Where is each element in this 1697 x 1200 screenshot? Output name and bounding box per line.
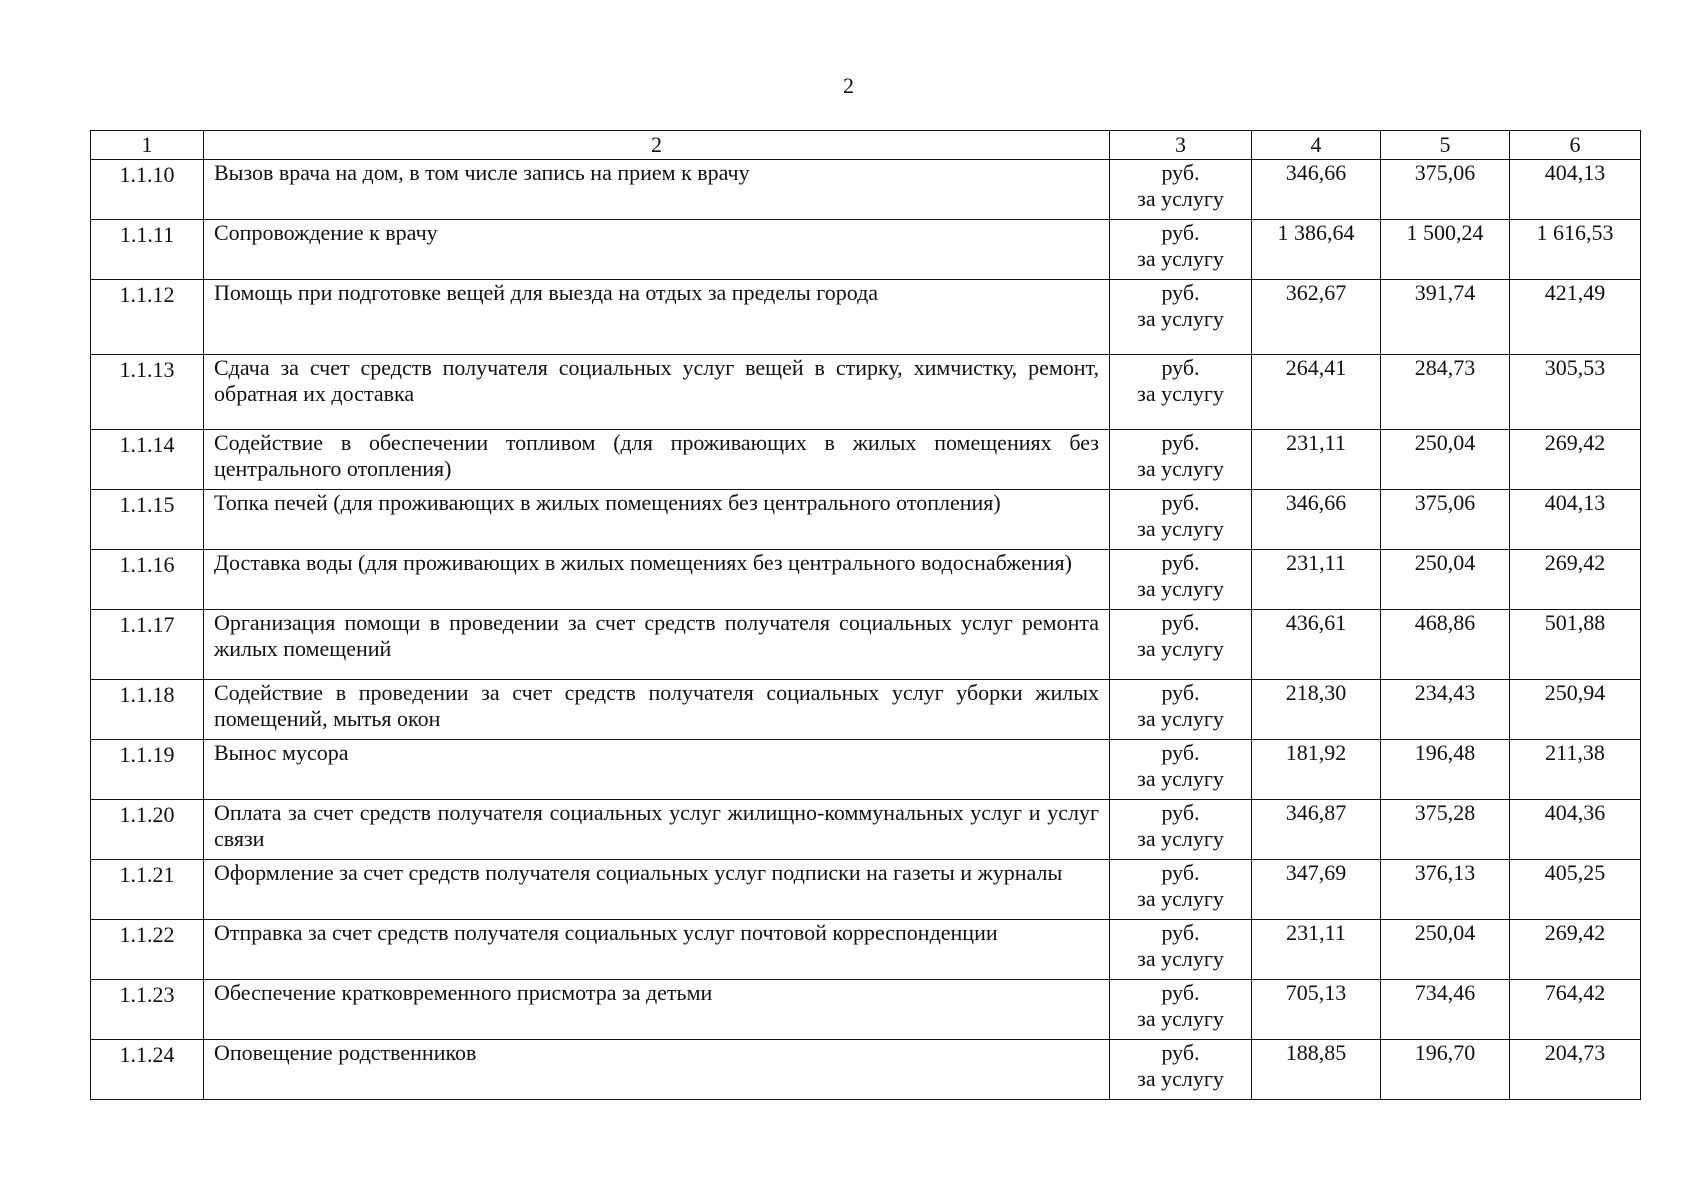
- price-cell-col4: 362,67: [1252, 280, 1381, 355]
- price-cell-col4: 347,69: [1252, 860, 1381, 920]
- header-cell: 6: [1510, 131, 1641, 160]
- price-cell-col4: 218,30: [1252, 680, 1381, 740]
- unit-per-service: за услугу: [1137, 636, 1224, 661]
- price-cell-col5: 284,73: [1381, 355, 1510, 430]
- service-code-cell: 1.1.15: [91, 490, 204, 550]
- price-cell-col4: 188,85: [1252, 1040, 1381, 1100]
- table-row: [91, 490, 1641, 550]
- table-row: [91, 280, 1641, 355]
- unit-currency: руб.: [1161, 680, 1200, 705]
- unit-currency: руб.: [1161, 860, 1200, 885]
- service-name-cell: Сдача за счет средств получателя социальных услуг вещей в стирку, химчистку, ремонт, обратная их доставка: [204, 355, 1110, 430]
- unit-currency: руб.: [1161, 220, 1200, 245]
- unit-per-service: за услугу: [1137, 1066, 1224, 1091]
- price-cell-col4: 231,11: [1252, 430, 1381, 490]
- page-number: 2: [843, 73, 854, 98]
- price-cell-col6: 404,36: [1510, 800, 1641, 860]
- unit-cell: [1110, 490, 1252, 550]
- service-name-cell: Топка печей (для проживающих в жилых помещениях без центрального отопления): [204, 490, 1110, 550]
- unit-per-service: за услугу: [1137, 186, 1224, 211]
- unit-cell: [1110, 920, 1252, 980]
- price-cell-col5: 391,74: [1381, 280, 1510, 355]
- unit-cell: [1110, 160, 1252, 220]
- table-row: [91, 920, 1641, 980]
- price-cell-col5: 734,46: [1381, 980, 1510, 1040]
- header-cell: 2: [204, 131, 1110, 160]
- table-row: [91, 860, 1641, 920]
- service-name-cell: Содействие в проведении за счет средств получателя социальных услуг уборки жилых помещений, мытья окон: [204, 680, 1110, 740]
- unit-currency: руб.: [1161, 490, 1200, 515]
- unit-currency: руб.: [1161, 800, 1200, 825]
- table-row: [91, 220, 1641, 280]
- service-name-cell: Помощь при подготовке вещей для выезда на отдых за пределы города: [204, 280, 1110, 355]
- unit-cell: [1110, 280, 1252, 355]
- unit-cell: [1110, 860, 1252, 920]
- service-code-cell: 1.1.21: [91, 860, 204, 920]
- price-cell-col5: 376,13: [1381, 860, 1510, 920]
- price-cell-col5: 250,04: [1381, 550, 1510, 610]
- unit-cell: [1110, 550, 1252, 610]
- unit-per-service: за услугу: [1137, 246, 1224, 271]
- price-cell-col4: 1 386,64: [1252, 220, 1381, 280]
- unit-currency: руб.: [1161, 980, 1200, 1005]
- unit-per-service: за услугу: [1137, 381, 1224, 406]
- price-cell-col6: 764,42: [1510, 980, 1641, 1040]
- price-cell-col5: 375,06: [1381, 160, 1510, 220]
- tariff-table-body: [91, 131, 1641, 1100]
- table-header-row: [91, 131, 1641, 160]
- unit-per-service: за услугу: [1137, 766, 1224, 791]
- service-code-cell: 1.1.11: [91, 220, 204, 280]
- price-cell-col6: 211,38: [1510, 740, 1641, 800]
- tariff-table: [90, 130, 1641, 1100]
- service-name-cell: Организация помощи в проведении за счет средств получателя социальных услуг ремонта жилых помещений: [204, 610, 1110, 680]
- price-cell-col5: 1 500,24: [1381, 220, 1510, 280]
- table-row: [91, 550, 1641, 610]
- service-code-cell: 1.1.12: [91, 280, 204, 355]
- unit-per-service: за услугу: [1137, 1006, 1224, 1031]
- unit-per-service: за услугу: [1137, 706, 1224, 731]
- unit-currency: руб.: [1161, 430, 1200, 455]
- unit-currency: руб.: [1161, 920, 1200, 945]
- price-cell-col5: 250,04: [1381, 920, 1510, 980]
- unit-cell: [1110, 680, 1252, 740]
- header-cell: 3: [1110, 131, 1252, 160]
- price-cell-col4: 346,66: [1252, 160, 1381, 220]
- unit-currency: руб.: [1161, 160, 1200, 185]
- price-cell-col6: 305,53: [1510, 355, 1641, 430]
- unit-currency: руб.: [1161, 740, 1200, 765]
- price-cell-col6: 269,42: [1510, 550, 1641, 610]
- price-cell-col4: 705,13: [1252, 980, 1381, 1040]
- header-cell: 1: [91, 131, 204, 160]
- service-name-cell: Содействие в обеспечении топливом (для проживающих в жилых помещениях без центрального отопления): [204, 430, 1110, 490]
- table-row: [91, 610, 1641, 680]
- price-cell-col4: 346,87: [1252, 800, 1381, 860]
- unit-per-service: за услугу: [1137, 306, 1224, 331]
- unit-cell: [1110, 355, 1252, 430]
- table-row: [91, 355, 1641, 430]
- price-cell-col4: 181,92: [1252, 740, 1381, 800]
- service-code-cell: 1.1.13: [91, 355, 204, 430]
- unit-currency: руб.: [1161, 355, 1200, 380]
- service-name-cell: Оформление за счет средств получателя социальных услуг подписки на газеты и журналы: [204, 860, 1110, 920]
- table-row: [91, 1040, 1641, 1100]
- unit-cell: [1110, 980, 1252, 1040]
- price-cell-col5: 234,43: [1381, 680, 1510, 740]
- unit-cell: [1110, 800, 1252, 860]
- price-cell-col4: 264,41: [1252, 355, 1381, 430]
- price-cell-col6: 269,42: [1510, 920, 1641, 980]
- table-row: [91, 160, 1641, 220]
- table-row: [91, 740, 1641, 800]
- unit-per-service: за услугу: [1137, 576, 1224, 601]
- price-cell-col6: 404,13: [1510, 490, 1641, 550]
- price-cell-col6: 405,25: [1510, 860, 1641, 920]
- service-name-cell: Обеспечение кратковременного присмотра за детьми: [204, 980, 1110, 1040]
- price-cell-col5: 250,04: [1381, 430, 1510, 490]
- service-name-cell: Отправка за счет средств получателя социальных услуг почтовой корреспонденции: [204, 920, 1110, 980]
- price-cell-col5: 196,48: [1381, 740, 1510, 800]
- price-cell-col4: 231,11: [1252, 920, 1381, 980]
- service-code-cell: 1.1.23: [91, 980, 204, 1040]
- service-code-cell: 1.1.17: [91, 610, 204, 680]
- service-name-cell: Сопровождение к врачу: [204, 220, 1110, 280]
- service-code-cell: 1.1.20: [91, 800, 204, 860]
- price-cell-col6: 250,94: [1510, 680, 1641, 740]
- unit-per-service: за услугу: [1137, 456, 1224, 481]
- price-cell-col5: 196,70: [1381, 1040, 1510, 1100]
- unit-currency: руб.: [1161, 550, 1200, 575]
- service-name-cell: Вынос мусора: [204, 740, 1110, 800]
- unit-per-service: за услугу: [1137, 826, 1224, 851]
- unit-cell: [1110, 430, 1252, 490]
- service-code-cell: 1.1.24: [91, 1040, 204, 1100]
- service-name-cell: Оплата за счет средств получателя социальных услуг жилищно-коммунальных услуг и услуг связи: [204, 800, 1110, 860]
- service-code-cell: 1.1.22: [91, 920, 204, 980]
- service-code-cell: 1.1.18: [91, 680, 204, 740]
- price-cell-col6: 501,88: [1510, 610, 1641, 680]
- header-cell: 5: [1381, 131, 1510, 160]
- table-row: [91, 430, 1641, 490]
- unit-per-service: за услугу: [1137, 516, 1224, 541]
- unit-cell: [1110, 610, 1252, 680]
- service-code-cell: 1.1.10: [91, 160, 204, 220]
- price-cell-col6: 204,73: [1510, 1040, 1641, 1100]
- service-name-cell: Доставка воды (для проживающих в жилых помещениях без центрального водоснабжения): [204, 550, 1110, 610]
- price-cell-col6: 404,13: [1510, 160, 1641, 220]
- header-cell: 4: [1252, 131, 1381, 160]
- unit-currency: руб.: [1161, 610, 1200, 635]
- price-cell-col6: 421,49: [1510, 280, 1641, 355]
- price-cell-col5: 375,06: [1381, 490, 1510, 550]
- price-cell-col6: 1 616,53: [1510, 220, 1641, 280]
- unit-per-service: за услугу: [1137, 886, 1224, 911]
- service-code-cell: 1.1.19: [91, 740, 204, 800]
- unit-currency: руб.: [1161, 1040, 1200, 1065]
- unit-cell: [1110, 1040, 1252, 1100]
- service-code-cell: 1.1.16: [91, 550, 204, 610]
- unit-per-service: за услугу: [1137, 946, 1224, 971]
- unit-cell: [1110, 740, 1252, 800]
- table-row: [91, 980, 1641, 1040]
- price-cell-col4: 346,66: [1252, 490, 1381, 550]
- price-cell-col5: 468,86: [1381, 610, 1510, 680]
- service-name-cell: Оповещение родственников: [204, 1040, 1110, 1100]
- price-cell-col4: 231,11: [1252, 550, 1381, 610]
- unit-cell: [1110, 220, 1252, 280]
- price-cell-col5: 375,28: [1381, 800, 1510, 860]
- table-row: [91, 800, 1641, 860]
- unit-currency: руб.: [1161, 280, 1200, 305]
- price-cell-col4: 436,61: [1252, 610, 1381, 680]
- price-cell-col6: 269,42: [1510, 430, 1641, 490]
- service-code-cell: 1.1.14: [91, 430, 204, 490]
- table-row: [91, 680, 1641, 740]
- service-name-cell: Вызов врача на дом, в том числе запись на прием к врачу: [204, 160, 1110, 220]
